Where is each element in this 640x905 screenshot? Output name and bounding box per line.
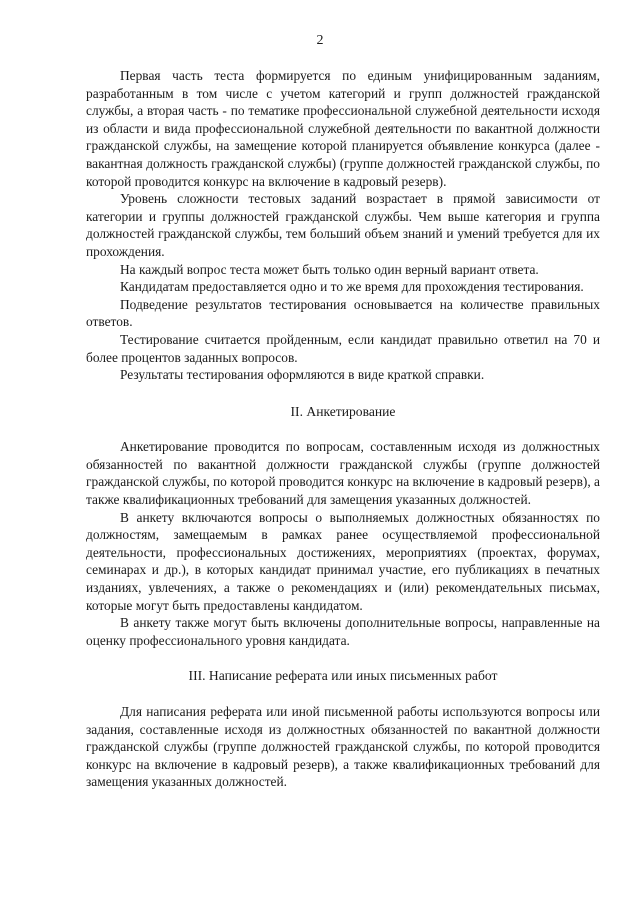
page-number: 2 (316, 33, 324, 48)
paragraph: Уровень сложности тестовых заданий возрастает в прямой зависимости от категории и группы должностей гражданской службы. Чем выше категория и группа должностей гражданской службы, тем больший объем знаний и умений требуется для их прохождения. (86, 191, 600, 259)
paragraph: На каждый вопрос теста может быть только один верный вариант ответа. (120, 261, 539, 277)
paragraph: Тестирование считается пройденным, если кандидат правильно ответил на 70 и более процентов заданных вопросов. (86, 331, 600, 365)
paragraph: Результаты тестирования оформляются в виде краткой справки. (120, 367, 485, 383)
document-body (86, 67, 600, 791)
paragraph: В анкету включаются вопросы о выполняемых должностных обязанностях по должностям, замещаемым в рамках ранее осуществляемой профессиональной деятельности, профессиональных достижениях, мероприятиях (проектах, форумах, семинарах и др.), в которых кандидат принимал участие, его публикациях в печатных изданиях, увлечениях, а также о рекомендациях и (или) рекомендательных письмах, которые могут быть предоставлены кандидатом. (86, 509, 600, 613)
paragraph: Анкетирование проводится по вопросам, составленным исходя из должностных обязанностей по вакантной должности гражданской службы (группе должностей гражданской службы, по которой проводится конкурс на включение в кадровый резерв), а также квалификационных требований для замещения указанных должностей. (86, 439, 600, 508)
paragraph: В анкету также могут быть включены дополнительные вопросы, направленные на оценку профессионального уровня кандидата. (86, 615, 600, 648)
paragraph: Кандидатам предоставляется одно и то же время для прохождения тестирования. (120, 279, 584, 295)
section-heading: II. Анкетирование (290, 403, 396, 419)
section-heading: III. Написание реферата или иных письменных работ (188, 668, 498, 684)
paragraph: Первая часть теста формируется по единым унифицированным заданиям, разработанным в том числе с учетом категорий и групп должностей гражданской службы, а вторая часть - по тематике профессиональной служебной деятельности исходя из области и вида профессиональной служебной деятельности по вакантной должности гражданской службы, на замещение которой планируется объявление конкурса (далее - вакантная должность гражданской службы) (группе должностей гражданской службы, по которой проводится конкурс на включение в кадровый резерв). (86, 68, 600, 189)
paragraph: Подведение результатов тестирования основывается на количестве правильных ответов. (86, 296, 600, 330)
paragraph: Для написания реферата или иной письменной работы используются вопросы или задания, составленные исходя из должностных обязанностей по вакантной должности гражданской службы (группе должностей гражданской службы, по которой проводится конкурс на включение в кадровый резерв), а также квалификационных требований для замещения указанных должностей. (86, 704, 600, 790)
